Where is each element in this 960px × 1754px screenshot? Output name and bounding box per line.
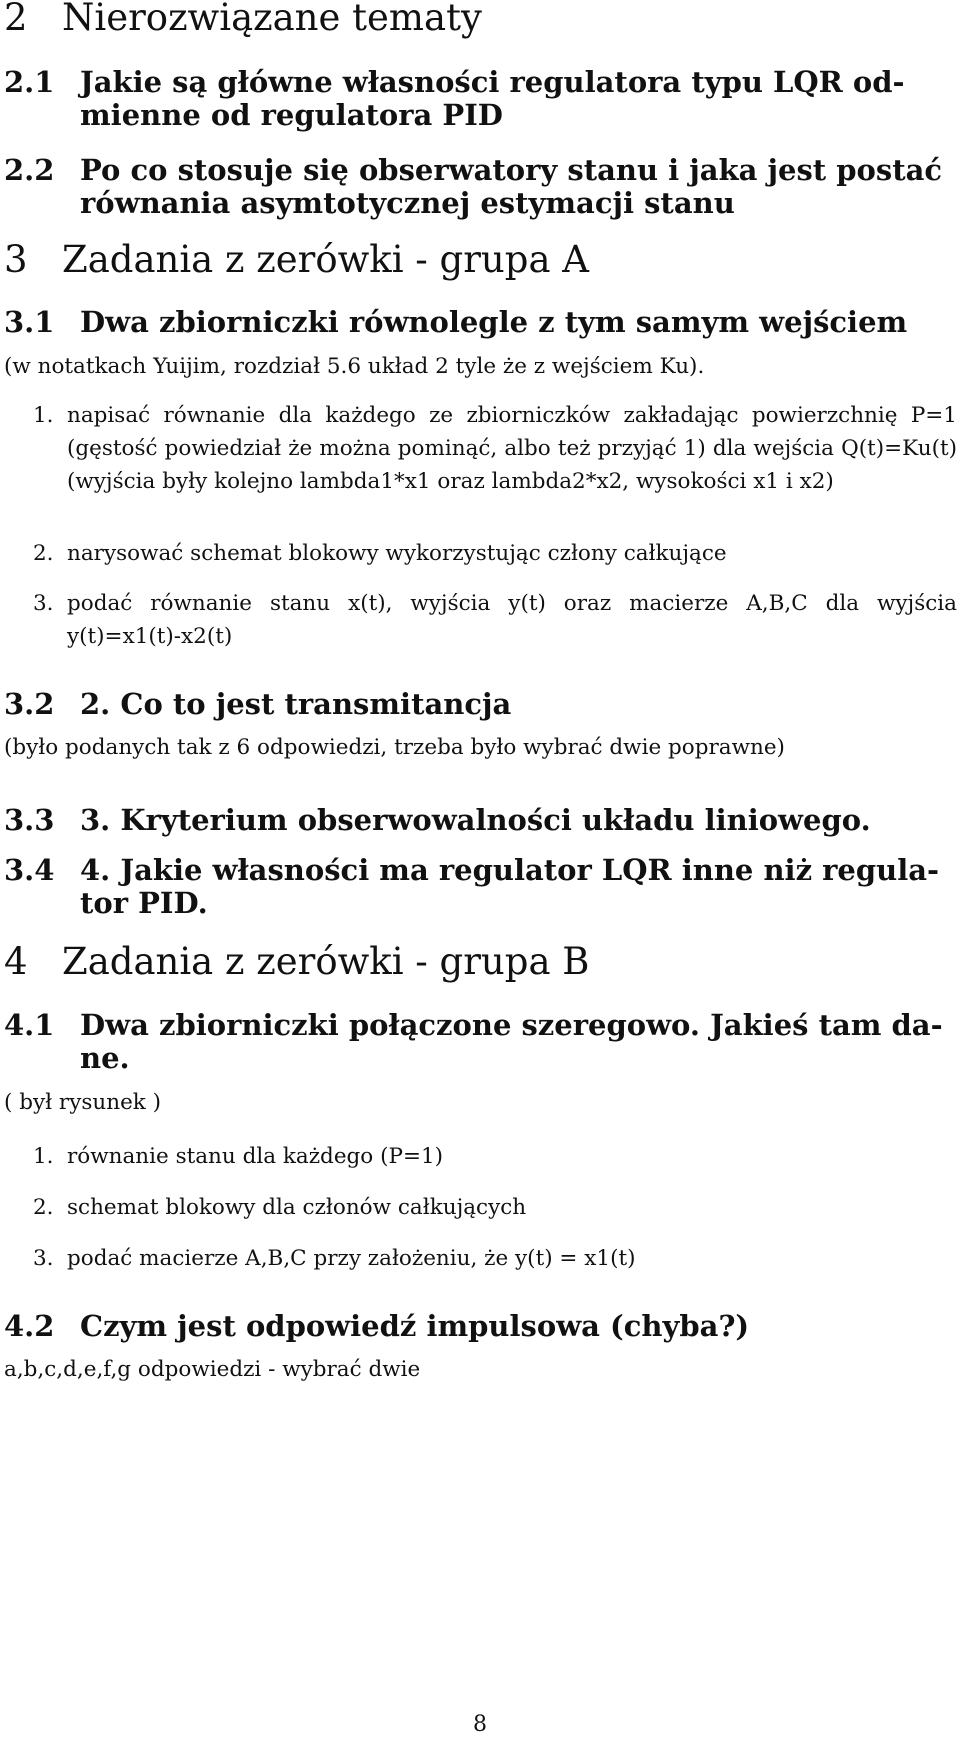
note-drawing: ( był rysunek )	[4, 1090, 162, 1115]
note-options: a,b,c,d,e,f,g odpowiedzi - wybrać dwie	[4, 1357, 421, 1382]
subsection-number: 2.2	[4, 153, 55, 187]
subsection-number: 3.4	[4, 853, 55, 887]
subsection-number: 3.1	[4, 305, 55, 339]
subsection-title: Dwa zbiorniczki równolegle z tym samym wejściem	[80, 305, 908, 339]
subsection-title-line1: Jakie są główne własności regulatora typu LQR od-	[80, 65, 905, 99]
subsection-title-line1: Po co stosuje się obserwatory stanu i jaka jest postać	[80, 153, 943, 187]
note-answers: (było podanych tak z 6 odpowiedzi, trzeba było wybrać dwie poprawne)	[4, 735, 785, 760]
subsection-title-line2: mienne od regulatora PID	[80, 98, 503, 132]
list-item-number: 3.	[33, 1246, 54, 1271]
list-item	[33, 399, 957, 539]
list-item-number: 1.	[33, 1144, 54, 1169]
section-title: Nierozwiązane tematy	[62, 0, 482, 39]
section-number: 3	[4, 238, 28, 281]
list-item	[33, 1242, 957, 1276]
note-yuijim: (w notatkach Yuijim, rozdział 5.6 układ 2 tyle że z wejściem Ku).	[4, 354, 705, 379]
subsection-3-4-heading	[4, 850, 944, 930]
subsection-number: 4.2	[4, 1309, 55, 1343]
section-number: 2	[4, 0, 28, 39]
section-title: Zadania z zerówki - grupa A	[62, 238, 589, 281]
subsection-3-2-heading	[4, 684, 944, 724]
subsection-2-1-heading	[4, 62, 944, 142]
subsection-4-2-heading	[4, 1306, 944, 1346]
list-item	[33, 537, 957, 571]
list-item-number: 1.	[33, 403, 54, 428]
section-2-heading	[4, 0, 944, 38]
subsection-title-line2: ne.	[80, 1041, 130, 1075]
page-number: 8	[473, 1712, 487, 1737]
list-item	[33, 1140, 957, 1174]
subsection-number: 2.1	[4, 65, 55, 99]
subsection-3-3-heading	[4, 800, 944, 840]
subsection-title-line2: równania asymtotycznej estymacji stanu	[80, 186, 735, 220]
list-item-text: narysować schemat blokowy wykorzystując człony całkujące	[67, 541, 727, 566]
list-item-number: 2.	[33, 541, 54, 566]
section-number: 4	[4, 940, 28, 983]
list-item-text: podać równanie stanu x(t), wyjścia y(t) oraz macierze A,B,C dla wyjścia y(t)=x1(t)-x2(t)	[67, 591, 957, 649]
list-item	[33, 587, 957, 657]
subsection-title-line1: Dwa zbiorniczki połączone szeregowo. Jakieś tam da-	[80, 1008, 943, 1042]
list-item-text: schemat blokowy dla członów całkujących	[67, 1195, 527, 1220]
subsection-3-1-heading	[4, 302, 944, 342]
subsection-title-line2: tor PID.	[80, 886, 208, 920]
subsection-2-2-heading	[4, 150, 944, 230]
section-title: Zadania z zerówki - grupa B	[62, 940, 590, 983]
subsection-title: 2. Co to jest transmitancja	[80, 687, 512, 721]
list-item-text: napisać równanie dla każdego ze zbiorniczków zakładając powierzchnię P=1 (gęstość powiedział że można pominąć, albo też przyjąć 1) dla wejścia Q(t)=Ku(t) (wyjścia były kolejno lambda1*x1 oraz lambda2*x2, wysokości x1 i x2)	[67, 403, 957, 494]
subsection-number: 3.2	[4, 687, 55, 721]
list-item-number: 3.	[33, 591, 54, 616]
list-item-text: równanie stanu dla każdego (P=1)	[67, 1144, 444, 1169]
subsection-title: 3. Kryterium obserwowalności układu liniowego.	[80, 803, 871, 837]
subsection-title: Czym jest odpowiedź impulsowa (chyba?)	[80, 1309, 750, 1343]
section-3-heading	[4, 240, 944, 280]
list-item-number: 2.	[33, 1195, 54, 1220]
subsection-number: 3.3	[4, 803, 55, 837]
subsection-4-1-heading	[4, 1005, 944, 1085]
subsection-title-line1: 4. Jakie własności ma regulator LQR inne niż regula-	[80, 853, 940, 887]
list-item	[33, 1191, 957, 1225]
section-4-heading	[4, 942, 944, 982]
subsection-number: 4.1	[4, 1008, 55, 1042]
list-item-text: podać macierze A,B,C przy założeniu, że y(t) = x1(t)	[67, 1246, 636, 1271]
